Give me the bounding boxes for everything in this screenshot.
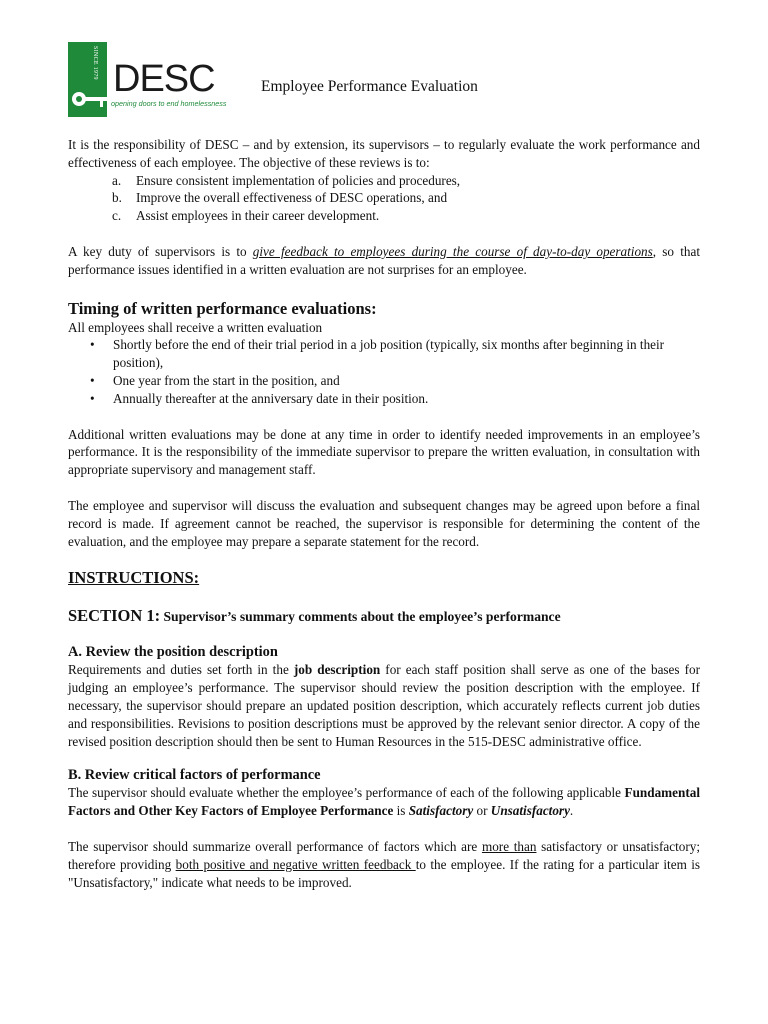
discussion-paragraph: The employee and supervisor will discuss the evaluation and subsequent changes may be agreed upon before a final record is made. If agreement cannot be reached, the supervisor is responsible for determining the content of the evaluation, and the employee may prepare a separate statement for the record.: [68, 497, 700, 549]
satisfactory-term: Satisfactory: [408, 803, 474, 819]
list-item-text: One year from the start in the position, and: [113, 372, 340, 388]
logo-wordmark: DESC: [113, 58, 215, 100]
list-item: [112, 207, 700, 225]
list-item: [112, 189, 700, 207]
supervisor-duty-paragraph: [68, 243, 700, 279]
para-bold: job description: [293, 662, 381, 678]
subsection-a-heading: A. Review the position description: [68, 644, 278, 661]
logo-since-text: SINCE 1979: [92, 46, 98, 80]
document-body: [68, 136, 700, 891]
para-text: is: [393, 803, 409, 819]
list-item-text: Assist employees in their career development.: [136, 208, 380, 224]
additional-evaluations-paragraph: Additional written evaluations may be done at any time in order to identify needed improvements in an employee’s performance. It is the responsibility of the immediate supervisor to prepare the written evaluation, in consultation with appropriate supervisory and management staff.: [68, 426, 700, 478]
bullet-icon: •: [90, 337, 95, 353]
list-item-text: Ensure consistent implementation of policies and procedures,: [136, 172, 461, 188]
underlined-text: more than: [481, 838, 537, 854]
subsection-b-paragraph-1: [68, 784, 700, 820]
section-title: Supervisor’s summary comments about the employee’s performance: [163, 609, 561, 625]
list-marker: a.: [112, 172, 122, 188]
list-marker: c.: [112, 208, 122, 224]
document-header: [68, 42, 700, 118]
list-item-text: Improve the overall effectiveness of DESC operations, and: [136, 190, 448, 206]
logo-tagline: opening doors to end homelessness: [111, 99, 227, 108]
section-label: SECTION 1:: [68, 606, 161, 626]
list-marker: b.: [112, 190, 122, 206]
bullet-icon: •: [90, 390, 95, 406]
para-text-end: for each staff position shall serve as one of the bases for judging an employee’s performance. The supervisor should review the position description with the employee. If necessary, the supervisor should prepare an updated position description, which accurately reflects current job duties and responsibilities. Revisions to position descriptions must be approved by the relevant senior director. A copy of the revised position description should then be sent to Human Resources in the 515-DESC administrative office.: [68, 662, 700, 749]
unsatisfactory-term: Unsatisfactory: [490, 803, 570, 819]
list-item: [90, 390, 700, 408]
timing-list: [68, 336, 700, 407]
key-icon: [70, 84, 116, 114]
intro-paragraph: It is the responsibility of DESC – and by extension, its supervisors – to regularly evaluate the work performance and effectiveness of each employee. The objective of these reviews is to:: [68, 137, 700, 170]
bullet-icon: •: [90, 372, 95, 388]
underlined-text: both positive and negative written feedback: [175, 856, 416, 872]
subsection-a-paragraph: [68, 661, 700, 750]
desc-logo: [68, 42, 227, 118]
list-item: [90, 372, 700, 390]
duty-emphasis: give feedback to employees during the course of day-to-day operations: [252, 243, 653, 259]
duty-text: A key duty of supervisors is to: [68, 243, 253, 259]
para-text: or: [473, 803, 491, 819]
list-item-text: Shortly before the end of their trial period in a job position (typically, six months after beginning in their position),: [113, 337, 665, 371]
timing-lead: All employees shall receive a written evaluation: [68, 319, 323, 335]
factors-bold: Fundamental Factors and Other Key Factors of Employee Performance: [68, 785, 700, 819]
para-text-end: to the employee. If the rating for a particular item is "Unsatisfactory," indicate what needs to be improved.: [68, 856, 701, 890]
subsection-b-paragraph-2: [68, 838, 700, 891]
duty-text-end: , so that performance issues identified in a written evaluation are not surprises for an employee.: [68, 243, 700, 277]
para-text: Requirements and duties set forth in the: [68, 662, 294, 678]
para-text: The supervisor should evaluate whether the employee’s performance of each of the following applicable: [68, 785, 625, 801]
list-item: [90, 336, 700, 372]
para-text: The supervisor should summarize overall performance of factors which are: [68, 838, 482, 854]
section-1-heading: [68, 588, 700, 627]
list-item-text: Annually thereafter at the anniversary date in their position.: [113, 390, 429, 406]
document-title: Employee Performance Evaluation: [261, 78, 478, 95]
instructions-heading: INSTRUCTIONS:: [68, 568, 200, 588]
subsection-b-heading: B. Review critical factors of performance: [68, 767, 321, 784]
para-text: satisfactory or unsatisfactory; therefore providing: [68, 838, 700, 872]
timing-heading: Timing of written performance evaluations:: [68, 298, 377, 318]
list-item: [112, 172, 700, 190]
objectives-list: [68, 172, 700, 225]
para-text-end: .: [569, 803, 574, 819]
